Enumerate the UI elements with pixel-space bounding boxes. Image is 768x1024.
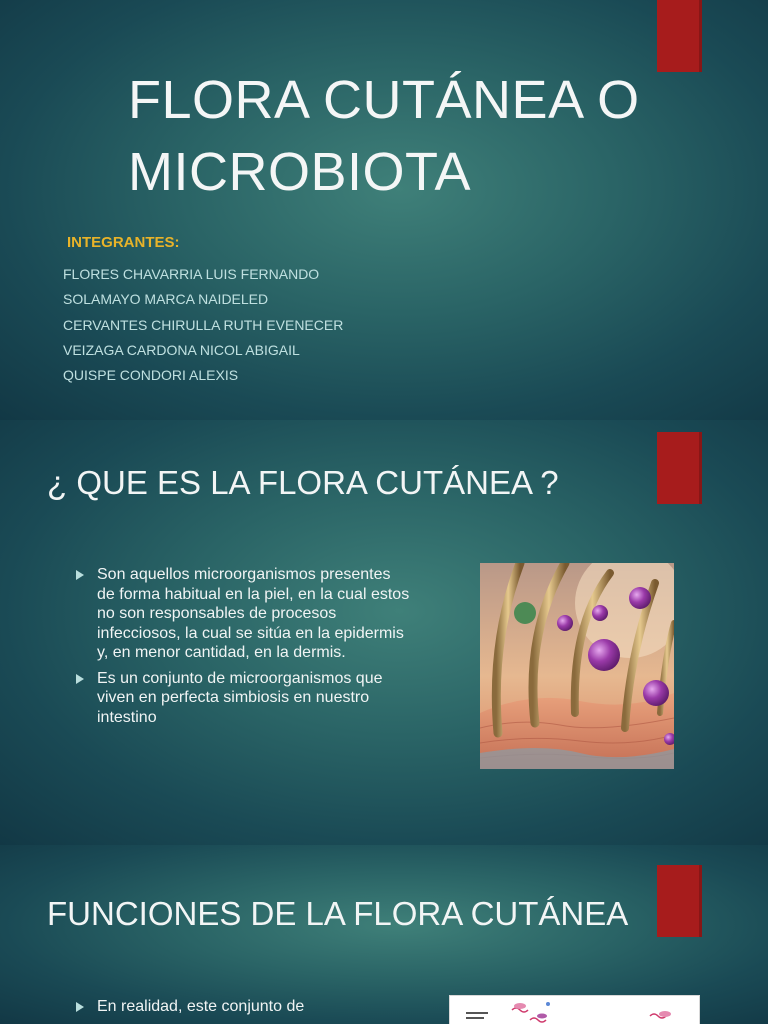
title-slide xyxy=(0,0,768,420)
member-name: SOLAMAYO MARCA NAIDELED xyxy=(63,291,269,308)
bullet-list xyxy=(76,565,411,733)
accent-bar xyxy=(657,0,702,72)
triangle-bullet-icon xyxy=(76,1002,84,1012)
functions-slide xyxy=(0,845,768,1024)
bacteria-diagram-image xyxy=(450,996,699,1024)
member-name: QUISPE CONDORI ALEXIS xyxy=(63,367,239,384)
bullet-item xyxy=(76,669,411,728)
presentation-title: FLORA CUTÁNEA O MICROBIOTA xyxy=(128,70,640,202)
accent-bar xyxy=(657,865,702,937)
bacteria-diagram-thumbnail xyxy=(449,995,700,1024)
bullet-text: Son aquellos microorganismos presentes de forma habitual en la piel, en la cual estos no son responsables de procesos infecciosos, la cual se sitúa en la epidermis y, en menor cantidad, en la dermis. xyxy=(97,566,410,661)
section-title: FUNCIONES DE LA FLORA CUTÁNEA xyxy=(47,895,629,932)
triangle-bullet-icon xyxy=(76,674,84,684)
skin-microbiota-image xyxy=(480,563,674,769)
triangle-bullet-icon xyxy=(76,570,84,580)
member-name: CERVANTES CHIRULLA RUTH EVENECER xyxy=(63,316,344,333)
bullet-item xyxy=(76,565,411,663)
bullet-text: Es un conjunto de microorganismos que viven en perfecta simbiosis en nuestro intestino xyxy=(97,669,383,726)
bullet-text: En realidad, este conjunto de xyxy=(97,998,305,1015)
definition-slide xyxy=(0,420,768,845)
accent-bar xyxy=(657,432,702,504)
skin-microbiota-illustration xyxy=(480,563,674,769)
bullet-item xyxy=(76,997,411,1017)
section-title: ¿ QUE ES LA FLORA CUTÁNEA ? xyxy=(47,464,559,501)
members-heading: INTEGRANTES: xyxy=(67,234,180,251)
members-list xyxy=(63,262,343,388)
member-name: FLORES CHAVARRIA LUIS FERNANDO xyxy=(63,266,320,282)
member-name: VEIZAGA CARDONA NICOL ABIGAIL xyxy=(63,341,300,358)
bullet-list xyxy=(76,997,411,1023)
